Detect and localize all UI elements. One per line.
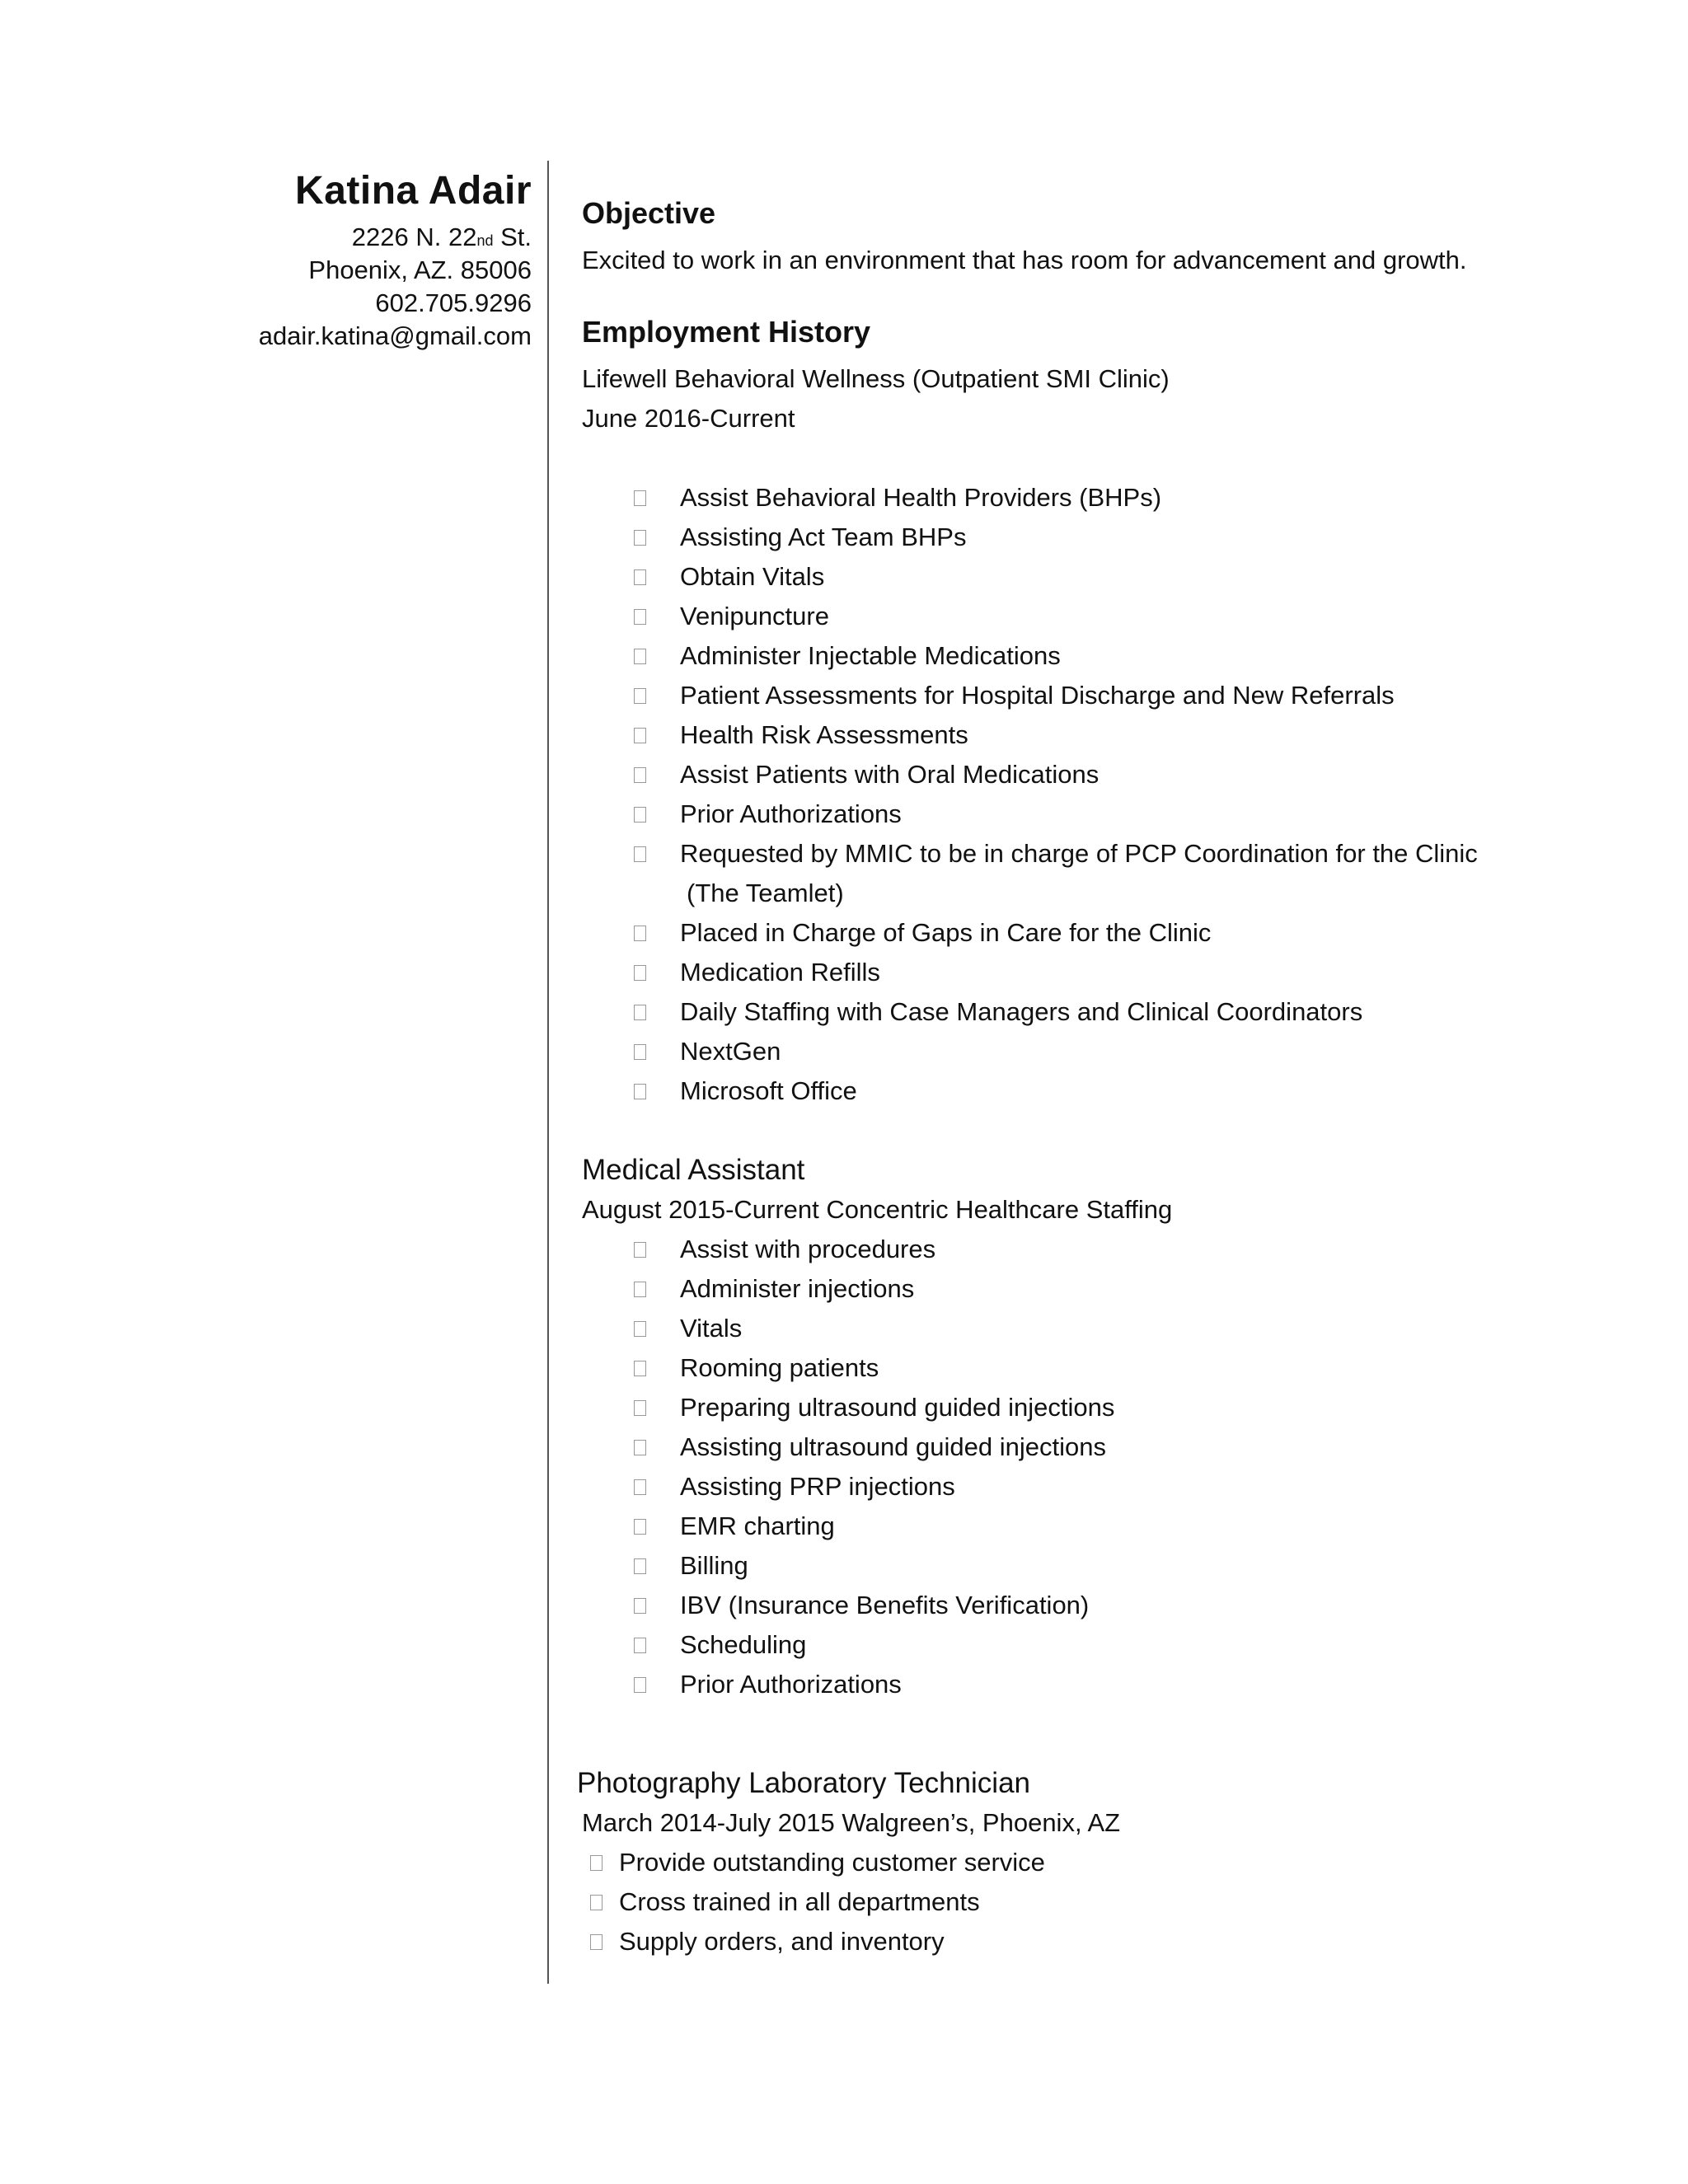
list-item: Medication Refills	[582, 953, 1554, 992]
job-title: Medical Assistant	[582, 1154, 805, 1186]
address-street-suffix: St.	[493, 223, 532, 251]
job-photo-lab-technician	[577, 1764, 1554, 1961]
checkbox-bullet-icon	[634, 926, 646, 941]
checkbox-bullet-icon	[634, 1005, 646, 1020]
checkbox-bullet-icon	[634, 1044, 646, 1060]
address-number: 2226 N. 22	[351, 223, 477, 251]
list-item: Assist Patients with Oral Medications	[582, 755, 1554, 794]
objective-heading: Objective	[582, 196, 716, 230]
candidate-name: Katina Adair	[295, 169, 532, 213]
checkbox-bullet-icon	[634, 1361, 646, 1376]
column-divider	[547, 161, 549, 1984]
checkbox-bullet-icon	[634, 1638, 646, 1653]
list-item: Assist Behavioral Health Providers (BHPs)	[582, 478, 1554, 518]
checkbox-bullet-icon	[634, 807, 646, 823]
checkbox-bullet-icon	[634, 1677, 646, 1693]
checkbox-bullet-icon	[634, 1519, 646, 1535]
checkbox-bullet-icon	[634, 530, 646, 546]
list-item: Placed in Charge of Gaps in Care for the Clinic	[582, 913, 1554, 953]
employment-heading: Employment History	[582, 315, 871, 349]
job-duties-list	[582, 478, 1554, 1111]
job-duties-list	[582, 1230, 1554, 1704]
job-dates: June 2016-Current	[582, 404, 795, 433]
list-item: IBV (Insurance Benefits Verification)	[582, 1586, 1554, 1625]
address-ordinal-suffix: nd	[476, 232, 494, 249]
checkbox-bullet-icon	[590, 1855, 603, 1871]
main-column	[577, 194, 1554, 1961]
list-item: Health Risk Assessments	[582, 715, 1554, 755]
list-item: Supply orders, and inventory	[582, 1922, 1554, 1961]
checkbox-bullet-icon	[634, 1440, 646, 1455]
objective-text: Excited to work in an environment that has room for advancement and growth.	[582, 246, 1467, 274]
list-item: Rooming patients	[582, 1348, 1554, 1388]
city-state-zip: Phoenix, AZ. 85006	[308, 255, 532, 284]
list-item: Daily Staffing with Case Managers and Clinical Coordinators	[582, 992, 1554, 1032]
checkbox-bullet-icon	[634, 1598, 646, 1614]
job-dates: August 2015-Current Concentric Healthcare Staffing	[582, 1195, 1173, 1224]
list-item: Prior Authorizations	[582, 794, 1554, 834]
checkbox-bullet-icon	[634, 846, 646, 862]
checkbox-bullet-icon	[634, 490, 646, 506]
checkbox-bullet-icon	[634, 1558, 646, 1574]
list-item: Patient Assessments for Hospital Discharge and New Referrals	[582, 676, 1554, 715]
list-item: Cross trained in all departments	[582, 1882, 1554, 1922]
list-item: Assisting Act Team BHPs	[582, 518, 1554, 557]
list-item: Assisting PRP injections	[582, 1467, 1554, 1507]
checkbox-bullet-icon	[634, 1084, 646, 1099]
email-address: adair.katina@gmail.com	[258, 321, 532, 350]
list-item: Obtain Vitals	[582, 557, 1554, 597]
list-item: Billing	[582, 1546, 1554, 1586]
checkbox-bullet-icon	[634, 649, 646, 664]
checkbox-bullet-icon	[634, 688, 646, 704]
checkbox-bullet-icon	[634, 1400, 646, 1416]
list-item: NextGen	[582, 1032, 1554, 1071]
list-item: Provide outstanding customer service	[582, 1843, 1554, 1882]
checkbox-bullet-icon	[634, 1479, 646, 1495]
list-item: Administer Injectable Medications	[582, 636, 1554, 676]
checkbox-bullet-icon	[634, 1282, 646, 1297]
list-item: Venipuncture	[582, 597, 1554, 636]
checkbox-bullet-icon	[634, 569, 646, 585]
list-item: Scheduling	[582, 1625, 1554, 1665]
checkbox-bullet-icon	[634, 1242, 646, 1258]
list-item: Microsoft Office	[582, 1071, 1554, 1111]
list-item: Administer injections	[582, 1269, 1554, 1309]
phone-number: 602.705.9296	[375, 288, 532, 317]
checkbox-bullet-icon	[590, 1895, 603, 1910]
list-item: EMR charting	[582, 1507, 1554, 1546]
job-dates: March 2014-July 2015 Walgreen’s, Phoenix, AZ	[582, 1808, 1121, 1837]
checkbox-bullet-icon	[634, 965, 646, 981]
job-employer: Lifewell Behavioral Wellness (Outpatient SMI Clinic)	[582, 364, 1170, 393]
checkbox-bullet-icon	[634, 728, 646, 743]
job-title: Photography Laboratory Technician	[577, 1767, 1031, 1799]
checkbox-bullet-icon	[634, 767, 646, 783]
street-address	[198, 221, 532, 254]
checkbox-bullet-icon	[634, 609, 646, 625]
list-item: Prior Authorizations	[582, 1665, 1554, 1704]
list-item-continuation: (The Teamlet)	[687, 879, 844, 907]
list-item: Vitals	[582, 1309, 1554, 1348]
list-item: Assisting ultrasound guided injections	[582, 1427, 1554, 1467]
job-medical-assistant	[582, 1151, 1554, 1704]
checkbox-bullet-icon	[590, 1934, 603, 1950]
list-item: Assist with procedures	[582, 1230, 1554, 1269]
list-item: Preparing ultrasound guided injections	[582, 1388, 1554, 1427]
job-lifewell	[582, 359, 1554, 1111]
checkbox-bullet-icon	[634, 1321, 646, 1337]
job-duties-list	[582, 1843, 1554, 1961]
list-item: Requested by MMIC to be in charge of PCP Coordination for the Clinic (The Teamlet)	[582, 834, 1554, 913]
contact-column	[198, 166, 532, 353]
